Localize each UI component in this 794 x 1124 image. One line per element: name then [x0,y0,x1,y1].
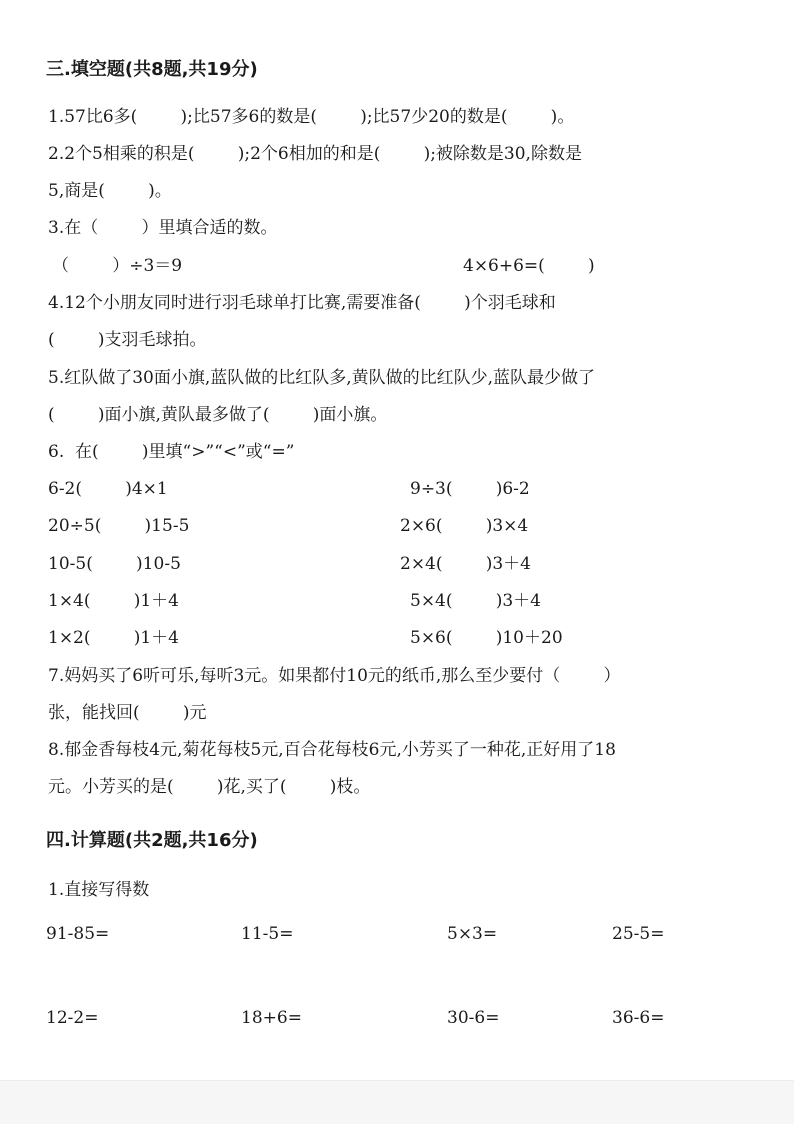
calc-item: 30-6= [447,1008,500,1028]
calc-item: 18+6= [241,1008,302,1028]
question-3-item-b: 4×6+6=( ) [463,256,595,276]
question-1: 1.57比6多( );比57多6的数是( );比57少20的数是( )。 [48,107,575,127]
calc-item: 25-5= [612,924,665,944]
question-6-row-5-left: 1×2( )1＋4 [48,628,180,648]
question-6-row-3-right: 2×4( )3＋4 [400,554,532,574]
question-6-row-3-left: 10-5( )10-5 [48,554,181,574]
question-8-line-1: 8.郁金香每枝4元,菊花每枝5元,百合花每枝6元,小芳买了一种花,正好用了18 [48,740,616,760]
calc-item: 5×3= [447,924,498,944]
question-3-item-a: （ ）÷3＝9 [52,256,183,276]
question-6-row-1-left: 6-2( )4×1 [48,479,168,499]
question-6-row-1-right: 9÷3( )6-2 [410,479,530,499]
question-6-row-5-right: 5×6( )10＋20 [410,628,563,648]
question-4-line-2: ( )支羽毛球拍。 [48,330,207,350]
question-8-line-2: 元。小芳买的是( )花,买了( )枝。 [48,777,371,797]
question-7-line-1: 7.妈妈买了6听可乐,每听3元。如果都付10元的纸币,那么至少要付（ ） [48,666,621,686]
calc-question-1-label: 1.直接写得数 [48,880,150,900]
question-6-row-2-left: 20÷5( )15-5 [48,516,190,536]
calc-item: 91-85= [46,924,110,944]
question-4-line-1: 4.12个小朋友同时进行羽毛球单打比赛,需要准备( )个羽毛球和 [48,293,556,313]
question-6-row-2-right: 2×6( )3×4 [400,516,529,536]
calc-item: 12-2= [46,1008,99,1028]
question-3-line-1: 3.在（ ）里填合适的数。 [48,218,278,238]
question-6-row-4-right: 5×4( )3＋4 [410,591,542,611]
page-bottom-margin [0,1080,794,1124]
question-7-line-2: 张，能找回( )元 [48,703,207,723]
section-3-title: 三.填空题(共8题,共19分) [46,59,258,80]
question-6-line-1: 6. 在( )里填“>”“<”或“=” [48,442,295,462]
question-6-row-4-left: 1×4( )1＋4 [48,591,180,611]
section-4-title: 四.计算题(共2题,共16分) [46,830,258,851]
question-5-line-2: ( )面小旗,黄队最多做了( )面小旗。 [48,405,388,425]
calc-item: 11-5= [241,924,294,944]
calc-item: 36-6= [612,1008,665,1028]
question-2-line-2: 5,商是( )。 [48,181,172,201]
question-2-line-1: 2.2个5相乘的积是( );2个6相加的和是( );被除数是30,除数是 [48,144,582,164]
question-5-line-1: 5.红队做了30面小旗,蓝队做的比红队多,黄队做的比红队少,蓝队最少做了 [48,368,596,388]
